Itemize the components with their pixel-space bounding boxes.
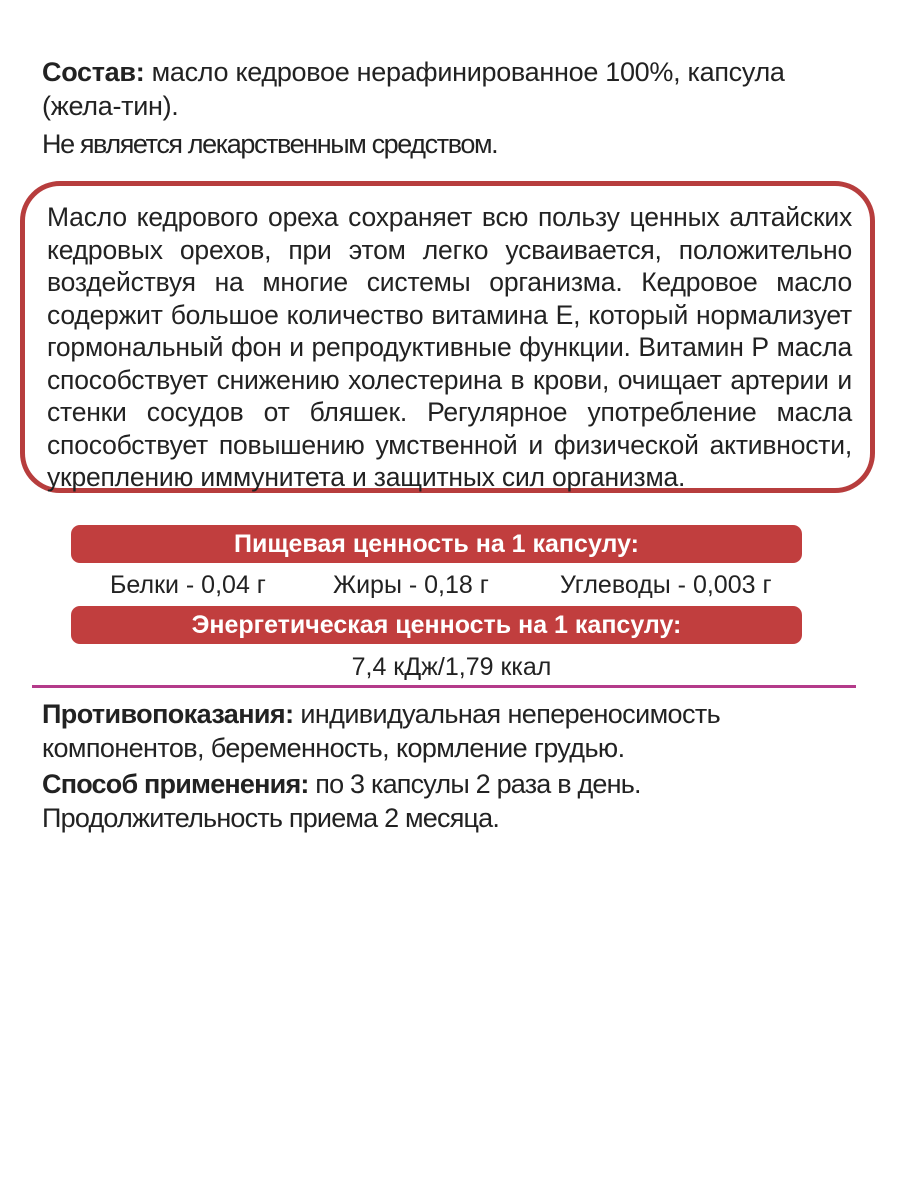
composition-text: масло кедровое нерафинированное 100%, капсула (жела-тин). xyxy=(42,57,785,121)
contraindications-section xyxy=(42,697,862,765)
energy-header-bar: Энергетическая ценность на 1 капсулу: xyxy=(71,606,802,644)
usage-text: по 3 капсулы 2 раза в день. Продолжительность приема 2 месяца. xyxy=(42,769,641,833)
not-medicine-note: Не является лекарственным средством. xyxy=(42,129,498,159)
energy-value: 7,4 кДж/1,79 ккал xyxy=(351,653,552,681)
fat-value: Жиры - 0,18 г xyxy=(333,571,489,599)
composition-section xyxy=(42,55,862,123)
composition-label: Состав: xyxy=(42,57,145,87)
usage-section xyxy=(42,767,862,835)
section-divider xyxy=(32,685,856,688)
nutrition-header-bar: Пищевая ценность на 1 капсулу: xyxy=(71,525,802,563)
usage-label: Способ применения: xyxy=(42,769,309,799)
description-box xyxy=(20,181,875,493)
contraindications-text: индивидуальная непереносимость компонентов, беременность, кормление грудью. xyxy=(42,699,721,763)
carbs-value: Углеводы - 0,003 г xyxy=(560,571,772,599)
description-text: Масло кедрового ореха сохраняет всю пользу ценных алтайских кедровых орехов, при этом легко усваивается, положительно воздействуя на многие системы организма. Кедровое масло содержит большое количество витамина Е, который нормализует гормональный фон и репродуктивные функции. Витамин Р масла способствует снижению холестерина в крови, очищает артерии и стенки сосудов от бляшек. Регулярное употребление масла способствует повышению умственной и физической активности, укреплению иммунитета и защитных сил организма. xyxy=(47,202,852,492)
protein-value: Белки - 0,04 г xyxy=(110,571,266,599)
contraindications-label: Противопоказания: xyxy=(42,699,294,729)
